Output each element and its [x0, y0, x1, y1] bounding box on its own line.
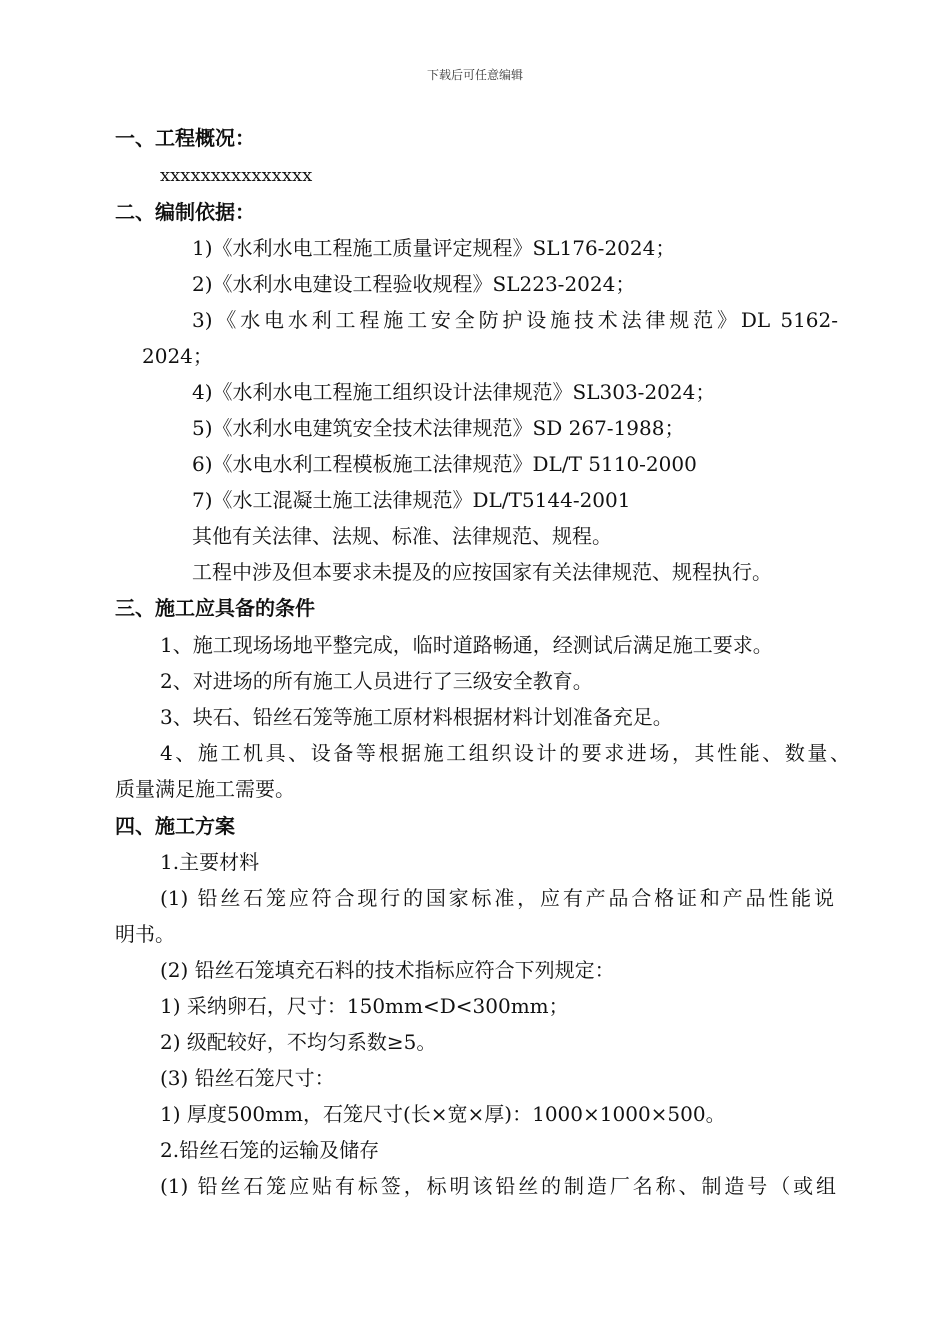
basis-paragraph-note: 工程中涉及但本要求未提及的应按国家有关法律规范、规程执行。	[192, 560, 772, 584]
condition-item-3: 3、块石、铅丝石笼等施工原材料根据材料计划准备充足。	[160, 705, 673, 729]
plan-main-materials: 1.主要材料	[160, 850, 260, 874]
section-4-title: 四、施工方案	[115, 814, 235, 838]
basis-item-7: 7)《水工混凝土施工法律规范》DL/T5144-2001	[192, 488, 631, 512]
plan-material-2-item-1: 1) 采纳卵石，尺寸：150mm<D<300mm；	[160, 994, 569, 1018]
basis-item-1: 1)《水利水电工程施工质量评定规程》SL176-2024；	[192, 236, 676, 260]
condition-item-1: 1、施工现场场地平整完成，临时道路畅通，经测试后满足施工要求。	[160, 633, 773, 657]
plan-material-3-item-1: 1) 厚度500mm，石笼尺寸(长×宽×厚)：1000×1000×500。	[160, 1102, 726, 1126]
section-3-title: 三、施工应具备的条件	[115, 596, 315, 620]
basis-item-5: 5)《水利水电建筑安全技术法律规范》SD 267-1988；	[192, 416, 685, 440]
plan-material-2-item-2: 2) 级配较好，不均匀系数≥5。	[160, 1030, 437, 1054]
condition-item-4-line-1: 4、施工机具、设备等根据施工组织设计的要求进场，其性能、数量、	[160, 741, 850, 765]
section-1-body: xxxxxxxxxxxxxxx	[160, 165, 313, 186]
basis-item-3-line-1: 3)《水电水利工程施工安全防护设施技术法律规范》DL 5162-	[192, 308, 838, 332]
basis-item-6: 6)《水电水利工程模板施工法律规范》DL/T 5110-2000	[192, 452, 697, 476]
plan-material-1-line-2: 明书。	[115, 922, 175, 946]
basis-item-2: 2)《水利水电建设工程验收规程》SL223-2024；	[192, 272, 636, 296]
basis-paragraph-other: 其他有关法律、法规、标准、法律规范、规程。	[192, 524, 612, 548]
basis-item-4: 4)《水利水电工程施工组织设计法律规范》SL303-2024；	[192, 380, 716, 404]
basis-item-3-line-2: 2024；	[142, 344, 213, 368]
condition-item-2: 2、对进场的所有施工人员进行了三级安全教育。	[160, 669, 593, 693]
condition-item-4-line-2: 质量满足施工需要。	[115, 777, 295, 801]
plan-material-3: (3) 铅丝石笼尺寸：	[160, 1066, 335, 1090]
plan-material-2: (2) 铅丝石笼填充石料的技术指标应符合下列规定：	[160, 958, 615, 982]
section-1-title: 一、工程概况：	[115, 126, 255, 150]
plan-material-1-line-1: (1) 铅丝石笼应符合现行的国家标准，应有产品合格证和产品性能说	[160, 886, 834, 910]
plan-transport-item-1: (1) 铅丝石笼应贴有标签，标明该铅丝的制造厂名称、制造号（或组	[160, 1174, 836, 1198]
page-header-note: 下载后可任意编辑	[426, 68, 523, 82]
section-2-title: 二、编制依据：	[115, 200, 255, 224]
plan-transport-storage: 2.铅丝石笼的运输及储存	[160, 1138, 380, 1162]
